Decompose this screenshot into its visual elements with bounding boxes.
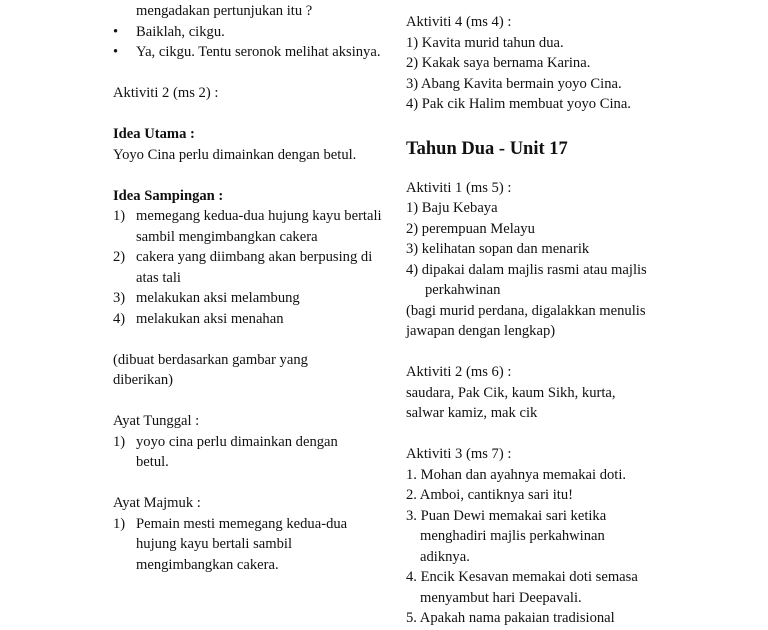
aktiviti-2-label: Aktiviti 2 (ms 2) : — [113, 85, 219, 101]
aktiviti-2-text: saudara, Pak Cik, kaum Sikh, kurta, salwar kamiz, mak cik — [406, 384, 616, 421]
continued-line: mengadakan pertunjukan itu ? — [136, 3, 313, 19]
bullet-icon: • — [113, 23, 119, 40]
idea-utama-text: Yoyo Cina perlu dimainkan dengan betul. — [113, 146, 357, 163]
note-text: (bagi murid perdana, digalakkan menulis jawapan dengan lengkap) — [406, 302, 646, 339]
bullet-item — [113, 22, 383, 43]
ayat-majmuk-label: Ayat Majmuk : — [113, 495, 201, 511]
list-item: 2) Kakak saya bernama Karina. — [406, 55, 591, 71]
list-item: 3. Puan Dewi memakai sari ketika menghadiri majlis perkahwinan adiknya. — [406, 507, 607, 565]
aktiviti-4-label: Aktiviti 4 (ms 4) : — [406, 14, 512, 30]
left-column — [113, 1, 383, 575]
list-item: 1) yoyo cina perlu dimainkan dengan betul. — [113, 433, 338, 470]
list-item: 2) perempuan Melayu — [406, 220, 535, 237]
list-item: 1) memegang kedua-dua hujung kayu bertali sambil mengimbangkan cakera — [113, 208, 382, 245]
aktiviti-2-label: Aktiviti 2 (ms 6) : — [406, 364, 512, 380]
unit-heading: Tahun Dua - Unit 17 — [406, 138, 568, 159]
list-item: 1) Kavita murid tahun dua. — [406, 34, 564, 51]
aktiviti-3-label: Aktiviti 3 (ms 7) : — [406, 446, 512, 462]
list-item: 3) Abang Kavita bermain yoyo Cina. — [406, 75, 622, 92]
list-item: 4) dipakai dalam majlis rasmi atau majlis perkahwinan — [406, 261, 647, 298]
list-item: 5. Apakah nama pakaian tradisional — [406, 610, 615, 626]
list-item: 2. Amboi, cantiknya sari itu! — [406, 487, 573, 503]
list-item: 3) kelihatan sopan dan menarik — [406, 241, 590, 257]
note-text: (dibuat berdasarkan gambar yang diberikan) — [113, 351, 308, 388]
idea-utama-label: Idea Utama : — [113, 126, 195, 142]
bullet-text: Baiklah, cikgu. — [136, 23, 225, 40]
list-item: 4) melakukan aksi menahan — [113, 310, 284, 327]
list-item: 4. Encik Kesavan memakai doti semasa menyambut hari Deepavali. — [406, 569, 638, 606]
list-item: 3) melakukan aksi melambung — [113, 290, 300, 306]
bullet-item — [113, 42, 383, 63]
list-item: 2) cakera yang diimbang akan berpusing di atas tali — [113, 249, 373, 286]
list-item: 4) Pak cik Halim membuat yoyo Cina. — [406, 96, 631, 112]
right-column — [406, 12, 668, 629]
aktiviti-1-label: Aktiviti 1 (ms 5) : — [406, 179, 512, 196]
idea-sampingan-label: Idea Sampingan : — [113, 187, 224, 204]
list-item: 1) Pemain mesti memegang kedua-dua hujung kayu bertali sambil mengimbangkan cakera. — [113, 515, 348, 573]
bullet-text: Ya, cikgu. Tentu seronok melihat aksinya. — [136, 44, 381, 60]
list-item: 1) Baju Kebaya — [406, 200, 498, 216]
bullet-icon: • — [113, 44, 119, 60]
list-item: 1. Mohan dan ayahnya memakai doti. — [406, 466, 627, 483]
ayat-tunggal-label: Ayat Tunggal : — [113, 413, 200, 429]
